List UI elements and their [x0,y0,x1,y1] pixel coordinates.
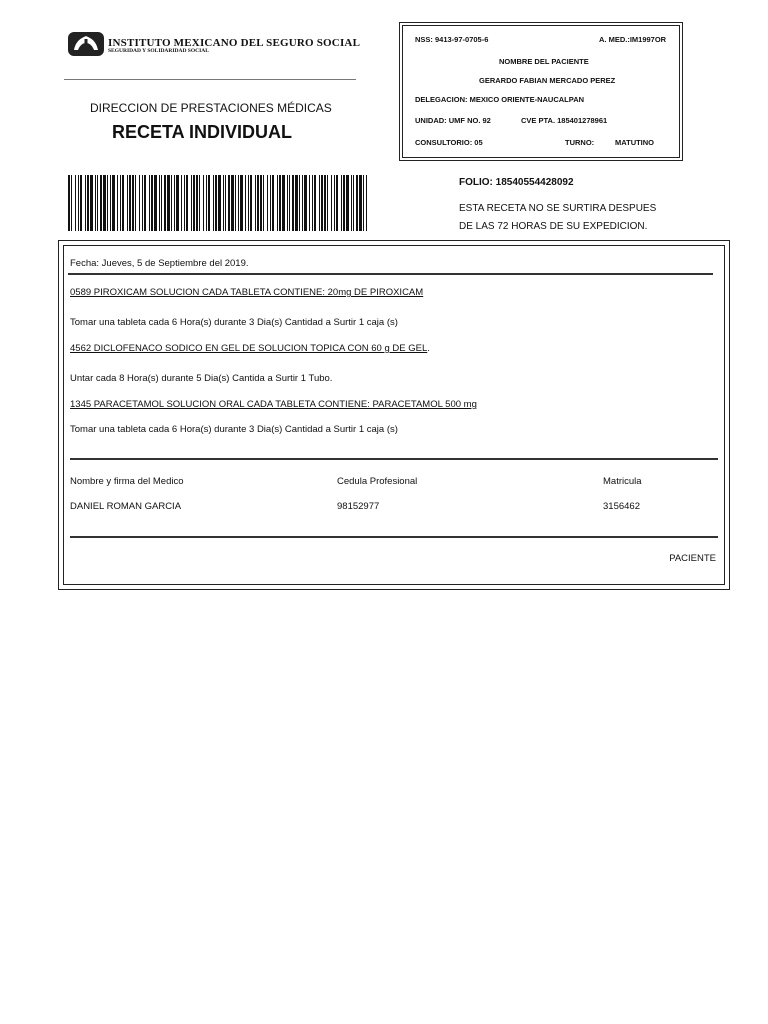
cedula-value: 98152977 [337,501,380,512]
institution-name: INSTITUTO MEXICANO DEL SEGURO SOCIAL [108,37,361,49]
date-divider [68,273,713,275]
institution-subtitle: SEGURIDAD Y SOLIDARIDAD SOCIAL [108,48,209,54]
turno-value: MATUTINO [615,138,655,147]
copy-label: PACIENTE [669,553,716,564]
imss-logo-icon [68,30,104,58]
barcode-image [68,175,368,231]
delegacion-value: DELEGACION: MEXICO ORIENTE-NAUCALPAN [415,95,585,104]
a-med-value: A. MED.:IM1997OR [599,35,667,44]
department-label: DIRECCION DE PRESTACIONES MÉDICAS [90,101,332,115]
cedula-label: Cedula Profesional [337,476,418,487]
medication-3-instructions: Tomar una tableta cada 6 Hora(s) durante 3 Dia(s) Cantidad a Surtir 1 caja (s) [70,424,398,435]
medication-2-line [70,343,430,354]
medication-1-name: 0589 PIROXICAM SOLUCION CADA TABLETA CONTIENE: 20mg DE PIROXICAM [70,287,424,298]
nss-value: NSS: 9413-97-0705-6 [415,35,489,44]
doctor-divider [70,536,718,538]
prescription-box [58,240,730,590]
medication-2-name: 4562 DICLOFENACO SODICO EN GEL DE SOLUCION TOPICA CON 60 g DE GEL [70,343,428,354]
document-title: RECETA INDIVIDUAL [112,122,292,142]
patient-info-box [402,25,680,158]
header-divider [64,79,356,80]
medication-3-name: 1345 PARACETAMOL SOLUCION ORAL CADA TABLETA CONTIENE: PARACETAMOL 500 mg [70,399,477,410]
prescription-date: Fecha: Jueves, 5 de Septiembre del 2019. [70,258,249,269]
unidad-value: UNIDAD: UMF NO. 92 [415,116,491,125]
cve-pta-value: CVE PTA. 185401278961 [521,116,608,125]
prescription-inner-frame [63,245,725,585]
doctor-name-label: Nombre y firma del Medico [70,476,184,487]
medication-2-instructions: Untar cada 8 Hora(s) durante 5 Dia(s) Cantida a Surtir 1 Tubo. [70,373,333,384]
medication-1-instructions: Tomar una tableta cada 6 Hora(s) durante 3 Dia(s) Cantidad a Surtir 1 caja (s) [70,317,398,328]
turno-label: TURNO: [565,138,595,147]
matricula-label: Matricula [603,476,642,487]
patient-name: GERARDO FABIAN MERCADO PEREZ [479,76,616,85]
validity-notice-line-2: DE LAS 72 HORAS DE SU EXPEDICION. [459,221,648,232]
medications-divider [70,458,718,460]
validity-notice-line-1: ESTA RECETA NO SE SURTIRA DESPUES [459,203,657,214]
matricula-value: 3156462 [603,501,640,512]
medication-2-suffix: . [427,343,430,354]
patient-name-label: NOMBRE DEL PACIENTE [499,57,589,66]
doctor-name: DANIEL ROMAN GARCIA [70,501,182,512]
consultorio-value: CONSULTORIO: 05 [415,138,483,147]
folio-number: FOLIO: 18540554428092 [459,177,574,188]
